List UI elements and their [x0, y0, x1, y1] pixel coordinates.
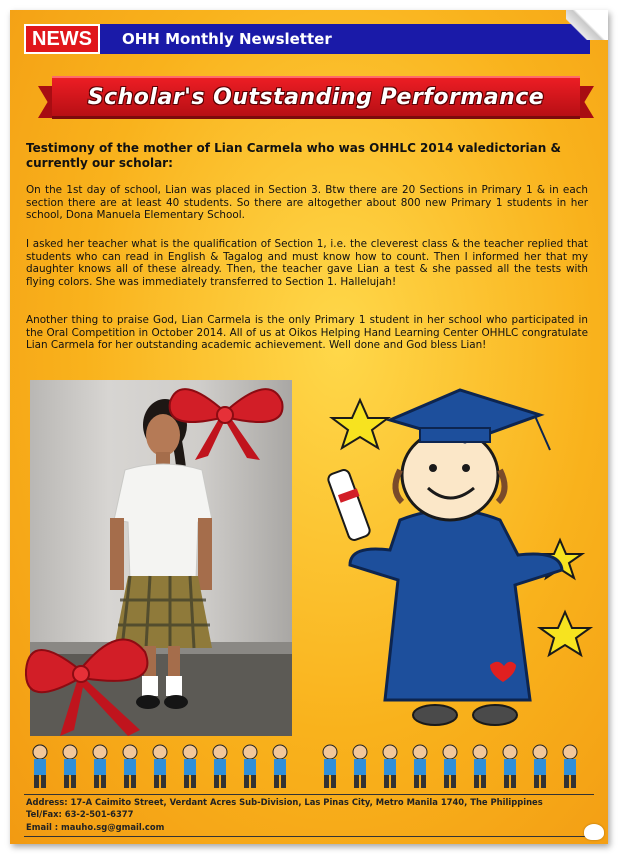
child-figure-icon: [503, 745, 517, 788]
child-figure-icon: [353, 745, 367, 788]
footer-divider-bottom: [24, 836, 594, 837]
star-icon: [332, 400, 388, 448]
article-paragraph-3: Another thing to praise God, Lian Carmela is the only Primary 1 student in her school who participated in the Oral Competition in October 2014. All of us at Oikos Helping Hand Learning Center OHHLC congratulate Lian Carmela for her outstanding academic achievement. Well done and God bless Lian!: [26, 314, 588, 352]
child-figure-icon: [213, 745, 227, 788]
child-figure-icon: [153, 745, 167, 788]
article-paragraph-2: I asked her teacher what is the qualification of Section 1, i.e. the cleverest class & the teacher replied that students who can read in English & Tagalog and must know how to count. Then I informed her that my daughter knows all of these already. Then, the teacher gave Lian a test & she passed all the tests with flying colors. She was immediately transferred to Section 1. Hallelujah!: [26, 238, 588, 288]
star-icon: [540, 612, 590, 655]
newsletter-title: OHH Monthly Newsletter: [100, 24, 590, 54]
child-figure-icon: [383, 745, 397, 788]
child-figure-icon: [123, 745, 137, 788]
child-figure-icon: [33, 745, 47, 788]
page-curl-decoration: [566, 10, 608, 40]
child-figure-icon: [183, 745, 197, 788]
scholar-photo-frame: [30, 380, 292, 736]
footer-tel: Tel/Fax: 63-2-501-6377: [26, 809, 134, 819]
article-paragraph-1: On the 1st day of school, Lian was placed in Section 3. Btw there are 20 Sections in Primary 1 & in each section there are at least 40 students. So there are altogether about 800 new Primary 1 students in her school, Dona Manuela Elementary School.: [26, 184, 588, 222]
child-figure-icon: [443, 745, 457, 788]
article-intro: Testimony of the mother of Lian Carmela who was OHHLC 2014 valedictorian & currently our scholar:: [26, 141, 561, 170]
section-banner: [38, 72, 594, 122]
child-figure-icon: [563, 745, 577, 788]
child-figure-icon: [473, 745, 487, 788]
child-figure-icon: [63, 745, 77, 788]
footer-divider: [24, 794, 594, 795]
newsletter-header: [24, 24, 590, 54]
footer-address: Address: 17-A Caimito Street, Verdant Acres Sub-Division, Las Pinas City, Metro Manila 1740, The Philippines: [26, 797, 543, 807]
newsletter-page: [10, 10, 608, 844]
news-badge: NEWS: [24, 24, 100, 54]
child-figure-icon: [323, 745, 337, 788]
ribbon-bow-icon: [150, 372, 300, 462]
banner-title: Scholar's Outstanding Performance: [52, 76, 580, 119]
child-figure-icon: [413, 745, 427, 788]
child-figure-icon: [243, 745, 257, 788]
child-figure-icon: [533, 745, 547, 788]
child-figure-icon: [273, 745, 287, 788]
diploma-icon: [327, 468, 372, 541]
graduate-illustration: [290, 380, 608, 740]
child-figure-icon: [93, 745, 107, 788]
footer-email: Email : mauho.sg@gmail.com: [26, 822, 165, 832]
page-curl-bottom-decoration: [584, 824, 604, 840]
children-row-illustration: [30, 742, 590, 792]
ribbon-bow-icon: [20, 590, 160, 740]
